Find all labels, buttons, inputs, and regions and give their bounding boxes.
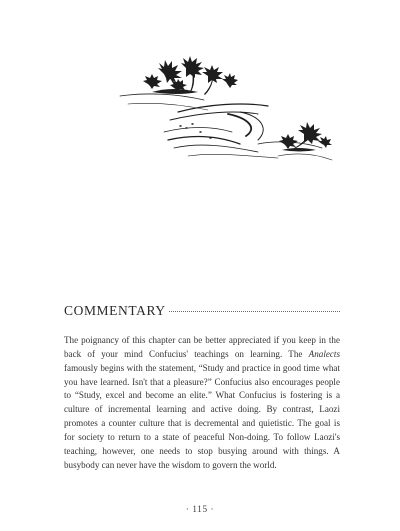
water-stroke xyxy=(278,154,332,160)
water-stroke xyxy=(164,128,232,133)
water-stroke xyxy=(188,154,278,158)
rock xyxy=(282,148,316,152)
water-stroke xyxy=(178,104,268,112)
water-stroke xyxy=(168,137,240,144)
commentary-heading-row xyxy=(64,303,340,321)
water-stroke xyxy=(174,145,258,152)
section-heading: COMMENTARY xyxy=(64,303,166,318)
water-stroke xyxy=(228,114,251,136)
water-stroke xyxy=(128,103,208,110)
book-title: Analects xyxy=(308,348,340,359)
pine-cluster xyxy=(298,122,322,144)
commentary-paragraph xyxy=(64,334,340,472)
commentary-text-part-2: famously begins with the statement, “Study and practice in good time what you have learned. Isn't that a pleasure?” Confucius also encourages people to “Study, excel and become an elite.” What Confucius is fostering is a culture of incremental learning and active doing. By contrast, Laozi promotes a counter culture that is decremental and quietistic. The goal is for society to return to a state of peaceful Non-doing. To follow Laozi's teaching, however, one needs to stop busying around with things. A busybody can never have the wisdom to govern the world. xyxy=(64,362,340,470)
pine-cluster xyxy=(158,60,182,83)
commentary-body xyxy=(64,334,340,472)
page-number: · 115 · xyxy=(185,505,215,515)
water-stroke xyxy=(120,94,204,100)
pine-cluster xyxy=(222,73,238,88)
pine-cluster xyxy=(143,74,162,89)
commentary-text-part-1: The poignancy of this chapter can be better appreciated if you keep in the back of your mind Confucius' teachings on learning. The xyxy=(64,335,340,359)
pine-cluster xyxy=(318,136,332,148)
dotted-leader-line xyxy=(169,311,340,312)
ink-pine-landscape-illustration xyxy=(108,52,340,170)
pine-cluster xyxy=(279,134,298,149)
